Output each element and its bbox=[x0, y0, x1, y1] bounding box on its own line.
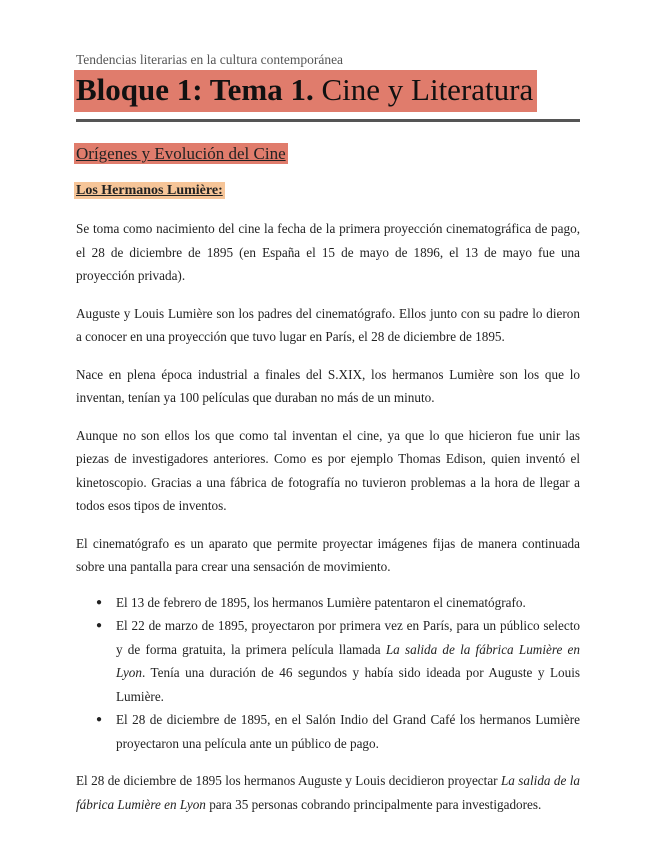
bullet-icon: ● bbox=[96, 620, 103, 631]
section-heading bbox=[76, 144, 580, 164]
title-block bbox=[76, 70, 580, 112]
list-item-text: . Tenía una duración de 46 segundos y había sido ideada por Auguste y Louis Lumière. bbox=[116, 665, 580, 704]
title-divider bbox=[76, 119, 580, 122]
bullet-icon: ● bbox=[96, 596, 103, 608]
paragraph-3: Nace en plena época industrial a finales del S.XIX, los hermanos Lumière son los que lo inventan, tenían ya 100 películas que duraban no más de un minuto. bbox=[76, 366, 580, 405]
list-item-text: El 13 de febrero de 1895, los hermanos Lumière patentaron el cinematógrafo. bbox=[116, 594, 526, 610]
title-rest: Cine y Literatura bbox=[313, 72, 534, 107]
page-title bbox=[74, 70, 537, 112]
film-title-italic: La salida de la fábrica Lumière en Lyon bbox=[76, 773, 581, 812]
paragraph-1: Se toma como nacimiento del cine la fecha de la primera proyección cinematográfica de pago, el 28 de diciembre de 1895 (en España el 15 de mayo de 1896, el 13 de mayo fue una proyección privada). bbox=[76, 221, 580, 283]
final-paragraph-text: para 35 personas cobrando principalmente para investigadores. bbox=[205, 796, 542, 812]
paragraph-4: Aunque no son ellos los que como tal inventan el cine, ya que lo que hicieron fue unir las piezas de investigadores anteriores. Como es por ejemplo Thomas Edison, quien inventó el kinetoscopio. Gracias a una fábrica de fotografía no tuvieron problemas a la hora de llegar a todos esos tipos de inventos. bbox=[76, 427, 580, 513]
final-paragraph-text: El 28 de diciembre de 1895 los hermanos Auguste y Louis decidieron proyectar bbox=[76, 773, 501, 788]
course-header: Tendencias literarias en la cultura contemporánea bbox=[76, 52, 344, 67]
subsection-heading bbox=[76, 182, 580, 200]
document-page bbox=[76, 52, 580, 816]
film-title-italic: La salida de la fábrica Lumière en Lyon bbox=[116, 641, 580, 680]
paragraph-2: Auguste y Louis Lumière son los padres del cinematógrafo. Ellos junto con su padre lo dieron a conocer en una proyección que tuvo lugar en París, el 28 de diciembre de 1895. bbox=[76, 305, 580, 344]
bullet-list bbox=[76, 591, 580, 756]
subsection-heading-text: Los Hermanos Lumière: bbox=[76, 183, 223, 198]
list-item bbox=[96, 614, 580, 708]
final-paragraph bbox=[76, 769, 580, 816]
paragraph-5: El cinematógrafo es un aparato que permite proyectar imágenes fijas de manera continuada sobre una pantalla para crear una sensación de movimiento. bbox=[76, 535, 580, 574]
section-heading-text: Orígenes y Evolución del Cine bbox=[76, 144, 286, 163]
list-item bbox=[96, 708, 580, 755]
title-bold-part: Bloque 1: Tema 1. bbox=[76, 72, 314, 107]
list-item bbox=[96, 591, 580, 615]
bullet-icon: ● bbox=[96, 714, 103, 725]
list-item-text: El 28 de diciembre de 1895, en el Salón Indio del Grand Café los hermanos Lumière proyectaron una película ante un público de pago. bbox=[116, 712, 580, 751]
list-item-text: El 22 de marzo de 1895, proyectaron por primera vez en París, para un público selecto y de forma gratuita, la primera película llamada bbox=[116, 618, 580, 657]
